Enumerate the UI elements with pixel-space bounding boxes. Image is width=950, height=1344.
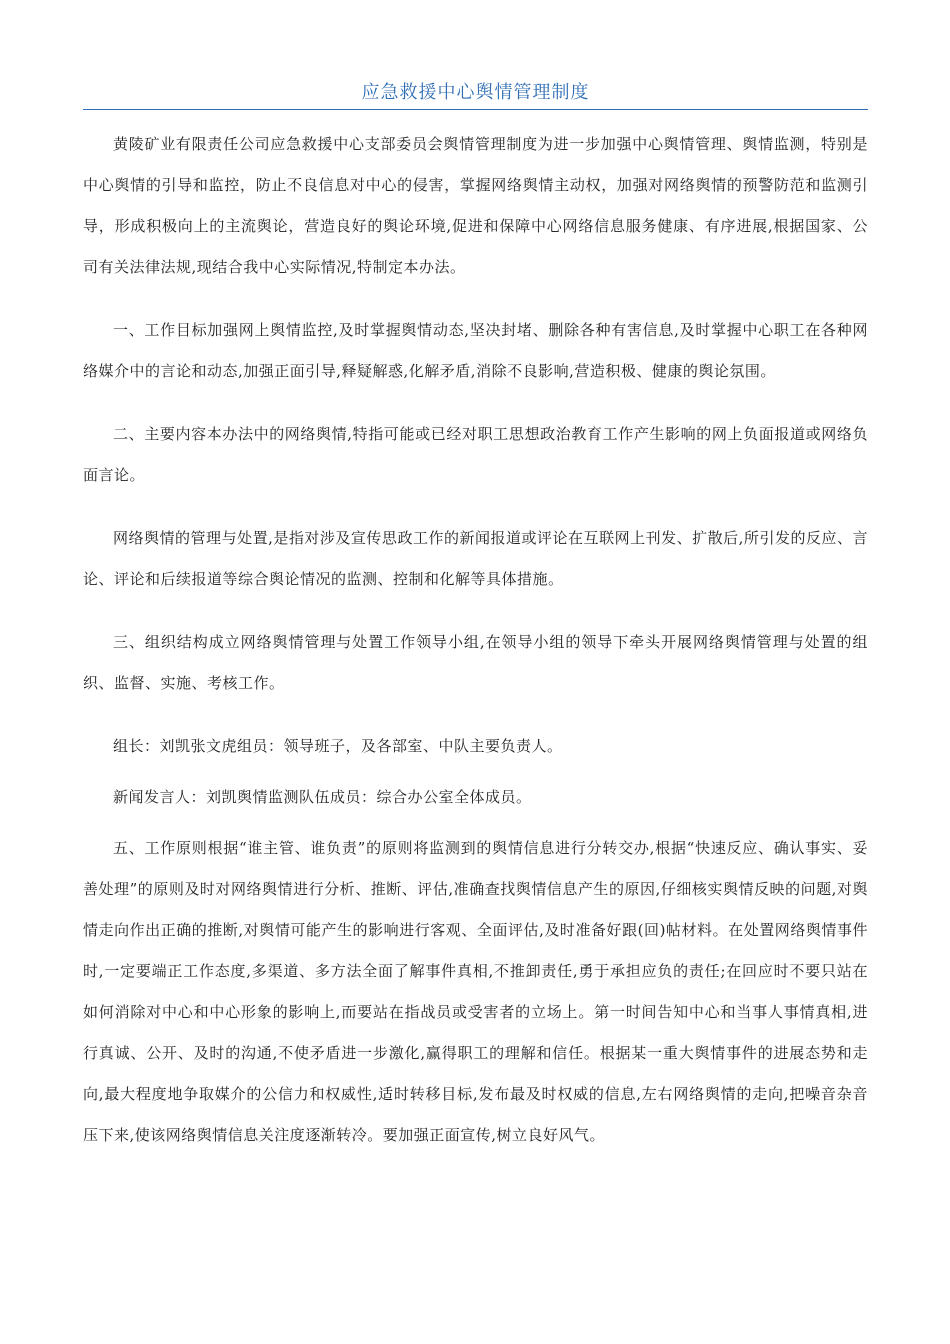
- document-body: [83, 124, 868, 1178]
- paragraph-management-disposal: 网络舆情的管理与处置,是指对涉及宣传思政工作的新闻报道或评论在互联网上刊发、扩散后,所引发的反应、言论、评论和后续报道等综合舆论情况的监测、控制和化解等具体措施。: [83, 529, 868, 588]
- paragraph-work-principles: 五、工作原则根据“谁主管、谁负责”的原则将监测到的舆情信息进行分转交办,根据“快速反应、确认事实、妥善处理”的原则及时对网络舆情进行分析、推断、评估,准确查找舆情信息产生的原因,仔细核实舆情反映的问题,对舆情走向作出正确的推断,对舆情可能产生的影响进行客观、全面评估,及时准备好跟(回)帖材料。在处置网络舆情事件时,一定要端正工作态度,多渠道、多方法全面了解事件真相,不推卸责任,勇于承担应负的责任;在回应时不要只站在如何消除对中心和中心形象的影响上,而要站在指战员或受害者的立场上。第一时间告知中心和当事人事情真相,进行真诚、公开、及时的沟通,不使矛盾进一步激化,赢得职工的理解和信任。根据某一重大舆情事件的进展态势和走向,最大程度地争取媒介的公信力和权威性,适时转移目标,发布最及时权威的信息,左右网络舆情的走向,把噪音杂音压下来,使该网络舆情信息关注度逐渐转冷。要加强正面宣传,树立良好风气。: [83, 839, 868, 1144]
- paragraph-intro: 黄陵矿业有限责任公司应急救援中心支部委员会舆情管理制度为进一步加强中心舆情管理、舆情监测，特别是中心舆情的引导和监控，防止不良信息对中心的侵害，掌握网络舆情主动权，加强对网络舆情的预警防范和监测引导，形成积极向上的主流舆论，营造良好的舆论环境,促进和保障中心网络信息服务健康、有序进展,根据国家、公司有关法律法规,现结合我中心实际情况,特制定本办法。: [83, 135, 868, 276]
- document-title: 应急救援中心舆情管理制度: [361, 82, 590, 103]
- paragraph-work-goals: 一、工作目标加强网上舆情监控,及时掌握舆情动态,坚决封堵、删除各种有害信息,及时掌握中心职工在各种网络媒介中的言论和动态,加强正面引导,释疑解惑,化解矛盾,消除不良影响,营造积极、健康的舆论氛围。: [83, 321, 868, 380]
- page-header: [83, 80, 868, 110]
- paragraph-spokesperson: 新闻发言人：刘凯舆情监测队伍成员：综合办公室全体成员。: [113, 788, 532, 806]
- paragraph-team-leader: 组长：刘凯张文虎组员：领导班子，及各部室、中队主要负责人。: [113, 737, 563, 755]
- paragraph-organization: 三、组织结构成立网络舆情管理与处置工作领导小组,在领导小组的领导下牵头开展网络舆情管理与处置的组织、监督、实施、考核工作。: [83, 633, 868, 692]
- paragraph-main-content: 二、主要内容本办法中的网络舆情,特指可能或已经对职工思想政治教育工作产生影响的网上负面报道或网络负面言论。: [83, 425, 868, 484]
